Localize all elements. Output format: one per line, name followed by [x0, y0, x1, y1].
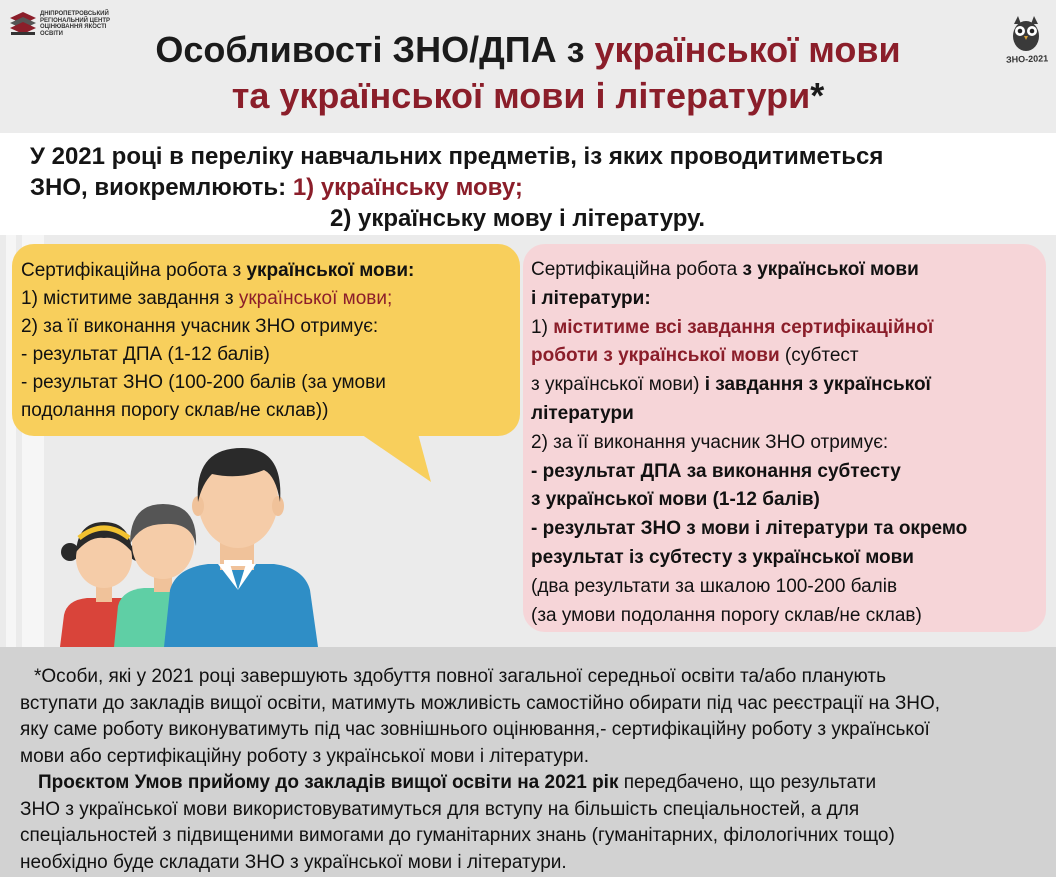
title-line-1: Особливості ЗНО/ДПА з української мови	[155, 29, 901, 70]
left-line-1: Сертифікаційна робота з української мови:	[21, 260, 415, 281]
intro-line-3: 2) українську мову і літературу.	[330, 205, 706, 232]
footer-p2-line-2: ЗНО з української мови використовуватимуться для вступу на більшість спеціальностей, а для	[20, 798, 860, 820]
footer-p2-line-1: Проєктом Умов прийому до закладів вищої освіти на 2021 рік передбачено, що результати	[38, 772, 877, 793]
left-line-2: 1) міститиме завдання з української мови;	[21, 288, 393, 309]
people-illustration	[52, 440, 342, 647]
right-line-13: (за умови подолання порогу склав/не склав)	[531, 604, 922, 626]
footer-p2-line-3: спеціальностей з підвищеними вимогами до гуманітарних знань (гуманітарних, філологічних тощо)	[20, 825, 895, 846]
right-line-7: 2) за її виконання учасник ЗНО отримує:	[531, 431, 889, 453]
right-line-1: Сертифікаційна робота з української мови	[531, 259, 919, 280]
left-line-6: подолання порогу склав/не склав))	[21, 400, 329, 421]
right-line-11: результат із субтесту з української мови	[531, 546, 914, 568]
speech-bubble-tail	[355, 430, 435, 490]
intro-line-2: ЗНО, виокремлюють: 1) українську мову;	[30, 174, 523, 201]
title-line-2: та української мови і літератури*	[231, 75, 825, 116]
footer-p2-line-4: необхідно буде складати ЗНО з української мови і літератури.	[20, 851, 567, 873]
left-line-3: 2) за її виконання учасник ЗНО отримує:	[21, 316, 379, 337]
owl-caption: ЗНО-2021	[1005, 53, 1049, 65]
right-box-text	[531, 256, 967, 630]
right-line-9: з української мови (1-12 балів)	[531, 489, 820, 511]
footer-p1-line-2: вступати до закладів вищої освіти, матимуть можливість самостійно обирати під час реєстрації на ЗНО,	[20, 692, 941, 714]
footer-p1-line-1: *Особи, які у 2021 році завершують здобуття повної загальної середньої освіти та/або планують	[34, 666, 886, 687]
footer-text	[20, 664, 1050, 876]
page-title	[0, 27, 1056, 119]
right-line-8: - результат ДПА за виконання субтесту	[531, 460, 901, 482]
left-line-5: - результат ЗНО (100-200 балів (за умови	[21, 372, 386, 393]
right-line-5: з української мови) і завдання з української	[531, 374, 931, 396]
left-line-4: - результат ДПА (1-12 балів)	[21, 344, 270, 365]
right-line-3: 1) міститиме всі завдання сертифікаційної	[531, 316, 934, 338]
right-line-10: - результат ЗНО з мови і літератури та окремо	[531, 518, 968, 540]
right-line-6: літератури	[531, 402, 634, 424]
right-line-4: роботи з української мови (субтест	[531, 345, 859, 367]
logo-text: ДНІПРОПЕТРОВСЬКИЙ РЕГІОНАЛЬНИЙ ЦЕНТР ОЦІНЮВАННЯ ЯКОСТІ ОСВІТИ	[40, 11, 111, 37]
right-line-12: (два результати за шкалою 100-200 балів	[531, 575, 898, 597]
intro-line-1: У 2021 році в переліку навчальних предметів, із яких проводитиметься	[30, 143, 884, 170]
footer-p1-line-4: мови або сертифікаційну роботу з української мови і літератури.	[20, 745, 590, 767]
left-box-text	[21, 257, 414, 425]
right-line-2: і літератури:	[531, 287, 651, 309]
footer-p1-line-3: яку саме роботу виконуватимуть під час зовнішнього оцінювання,- сертифікаційну роботу з української	[20, 719, 930, 740]
